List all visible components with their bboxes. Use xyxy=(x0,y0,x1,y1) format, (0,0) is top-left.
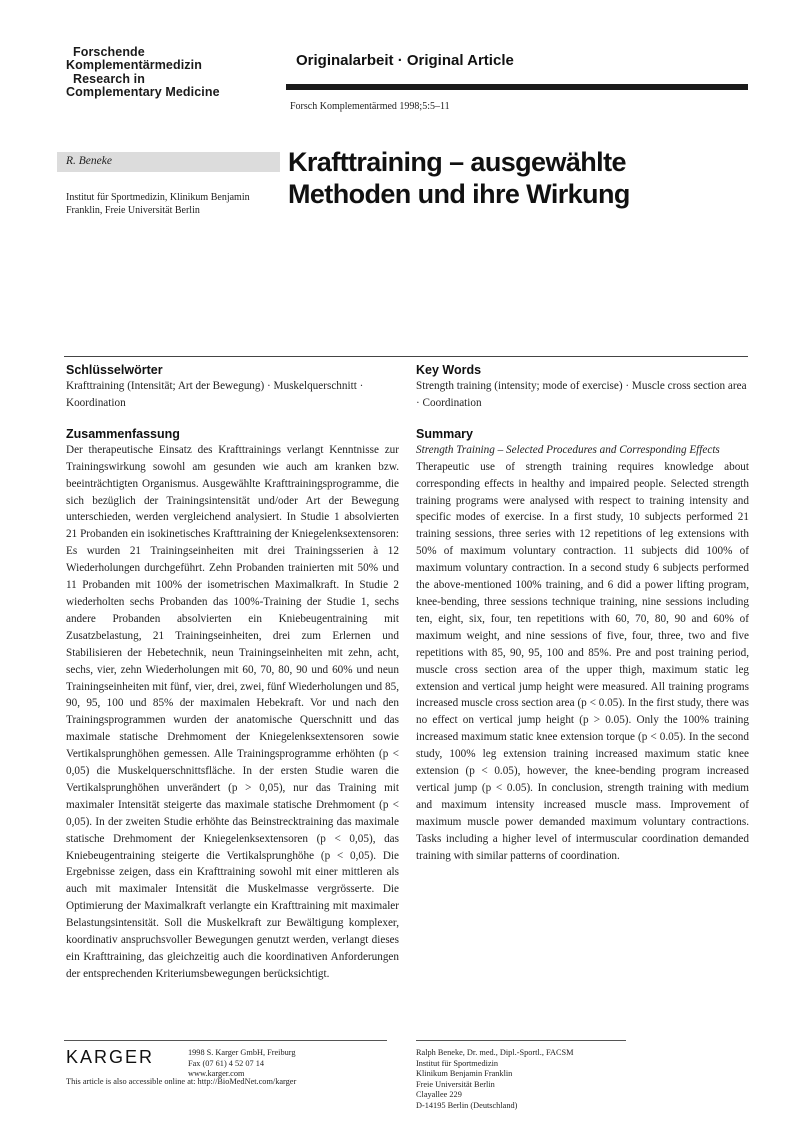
correspondence-line: D-14195 Berlin (Deutschland) xyxy=(416,1100,518,1110)
correspondence-line: Institut für Sportmedizin xyxy=(416,1058,499,1068)
journal-name-line: Research in xyxy=(73,72,145,86)
author-name: R. Beneke xyxy=(66,155,112,167)
journal-name-line: Complementary Medicine xyxy=(66,85,220,99)
abstract-heading-de: Zusammenfassung xyxy=(66,426,180,441)
keywords-en: Strength training (intensity; mode of exercise) · Muscle cross section area · Coordination xyxy=(416,380,747,409)
header-rule xyxy=(286,84,748,90)
publisher-logo: KARGER xyxy=(66,1047,155,1067)
german-column xyxy=(66,362,399,983)
correspondence-line: Clayallee 229 xyxy=(416,1090,462,1100)
abstract-heading-en: Summary xyxy=(416,426,473,441)
publisher-line: 1998 S. Karger GmbH, Freiburg xyxy=(188,1048,296,1057)
publisher-line: Fax (07 61) 4 52 07 14 xyxy=(188,1058,265,1068)
publisher-line: www.karger.com xyxy=(188,1069,245,1079)
english-column xyxy=(416,362,749,864)
publisher-info xyxy=(188,1048,296,1080)
correspondence-line: Klinikum Benjamin Franklin xyxy=(416,1069,513,1079)
citation: Forsch Komplementärmed 1998;5:5–11 xyxy=(290,101,450,112)
title-line: Methoden und ihre Wirkung xyxy=(288,179,630,209)
footer-rule xyxy=(64,1040,387,1041)
section-rule xyxy=(64,356,748,357)
keywords-de: Krafttraining (Intensität; Art der Bewegung) · Muskelquerschnitt · Koordination xyxy=(66,380,364,409)
journal-name-line: Forschende xyxy=(73,45,145,59)
abstract-en: Therapeutic use of strength training requires knowledge about corresponding effects in healthy and impaired people. Selected strength training programs were analysed with respect to training intensity and specific modes of exercise. In a first study, 10 subjects performed 21 training sessions, three series with 12 repetitions of leg extensions with 50% of maximum voluntary contraction. 11 subjects did 100% of maximum voluntary contraction. In a second study 6 subjects performed the above-mentioned 100% training, and 6 did a power lifting program, knee-bending, three sessions technique training, nine sessions including ten, eight, six, four, ten repetitions with 60, 70, 80, 90 and 60% of maximum weight, and nine sessions of five, four, three, two and five repetitions with 85, 90, 95, 100 and 85%. Pre and post training period, muscle cross section area of the upper thigh, maximum static leg extension and vertical jump height were measured. All training programs increased muscle cross section area (p < 0.05). In the first study, there was no effect on vertical jump height (p > 0.05). Only the 100% training increased maximum static knee extension torque (p < 0.05). In the second study, 100% leg extension training increased maximum static knee extension (p < 0.05), however, the knee-bending program increased vertical jump (p < 0.05). In conclusion, strength training with medium and maximum intensity increased muscle mass. Improvement of maximum muscle power demanded maximum voluntary contractions. Tasks including a higher level of intermuscular coordination demanded training with similar patterns of coordination. xyxy=(416,460,749,862)
correspondence-line: Freie Universität Berlin xyxy=(416,1079,495,1089)
author-institution: Institut für Sportmedizin, Klinikum Benjamin Franklin, Freie Universität Berlin xyxy=(66,192,250,216)
keywords-heading-de: Schlüsselwörter xyxy=(66,363,163,377)
online-note: This article is also accessible online at: http://BioMedNet.com/karger xyxy=(66,1077,297,1086)
abstract-subtitle-en: Strength Training – Selected Procedures and Corresponding Effects xyxy=(416,443,720,456)
footer-rule xyxy=(416,1040,626,1041)
correspondence-line: Ralph Beneke, Dr. med., Dipl.-Sportl., FACSM xyxy=(416,1048,574,1057)
keywords-heading-en: Key Words xyxy=(416,363,482,377)
title-line: Krafttraining – ausgewählte xyxy=(288,147,626,177)
journal-name-line: Komplementärmedizin xyxy=(66,58,202,72)
abstract-de: Der therapeutische Einsatz des Krafttrainings verlangt Kenntnisse zur Trainingswirkung sowohl am gesunden wie auch am kranken bzw. beeinträchtigten Organismus. Ausgewählte Krafttrainingsprogramme, die sich bezüglich der Trainingsintensität und/oder Art der Bewegung unterschieden, werden vergleichend analysiert. In Studie 1 absolvierten 21 Probanden ein isokinetisches Krafttraining der Kniegelenksextensoren: Es wurden 21 Trainingseinheiten mit drei Trainingsserien à 12 Wiederholungen durchgeführt. Zehn Probanden trainierten mit 50% und 11 Probanden mit 100% der isometrischen Maximalkraft. In Studie 2 wiederholten sechs Probanden das 100%-Training der Studie 1, sechs andere Probanden absolvierten ein Kniebeugentraining mit Zusatzbelastung, 21 Trainingseinheiten, drei zum Erlernen und Stabilisieren der Hebetechnik, neun Trainingseinheiten mit zehn, acht, sechs, vier, zehn Wiederholungen mit 60, 70, 80, 90 und 60% und neun Trainingseinheiten mit fünf, vier, drei, zwei, fünf Wiederholungen und 85, 90, 95, 100 und 85% der maximalen Hebekraft. Vor und nach den Trainingsprogrammen wurden der anatomische Querschnitt und das maximale statische Drehmoment der Kniegelenksextensoren sowie Vertikalsprunghöhen gemessen. Alle Trainingsprogramme erhöhten (p < 0,05) die Muskelquerschnittsfläche. In der ersten Studie waren die Vertikalsprunghöhen unverändert (p > 0,05), nur das Training mit maximaler Intensität steigerte das maximale statische Drehmoment (p < 0,05). In der zweiten Studie erhöhte das Beinstrecktraining das maximale statische Drehmoment der Kniegelenksextensoren (p < 0,05), das Kniebeugentraining steigerte die Vertikalsprunghöhe (p < 0,05). Die Ergebnisse zeigen, dass ein Krafttraining sowohl mit einer mittleren als auch mit maximaler Intensität die Muskelmasse vergrösserte. Die Optimierung der Maximalkraft verlangte ein Krafttraining mit maximaler Belastungsintensität. Soll die Muskelkraft zur Bewältigung komplexer, koordinativ anspruchsvoller Bewegungen genutzt werden, verlangt dieses ein Krafttraining, das gleichzeitig auch die koordinativen Anforderungen der entsprechenden Kriteriumsbewegungen berücksichtigt. xyxy=(66,443,399,980)
article-title xyxy=(288,146,748,210)
correspondence-address xyxy=(416,1048,573,1112)
article-type: Originalarbeit · Original Article xyxy=(296,52,514,69)
